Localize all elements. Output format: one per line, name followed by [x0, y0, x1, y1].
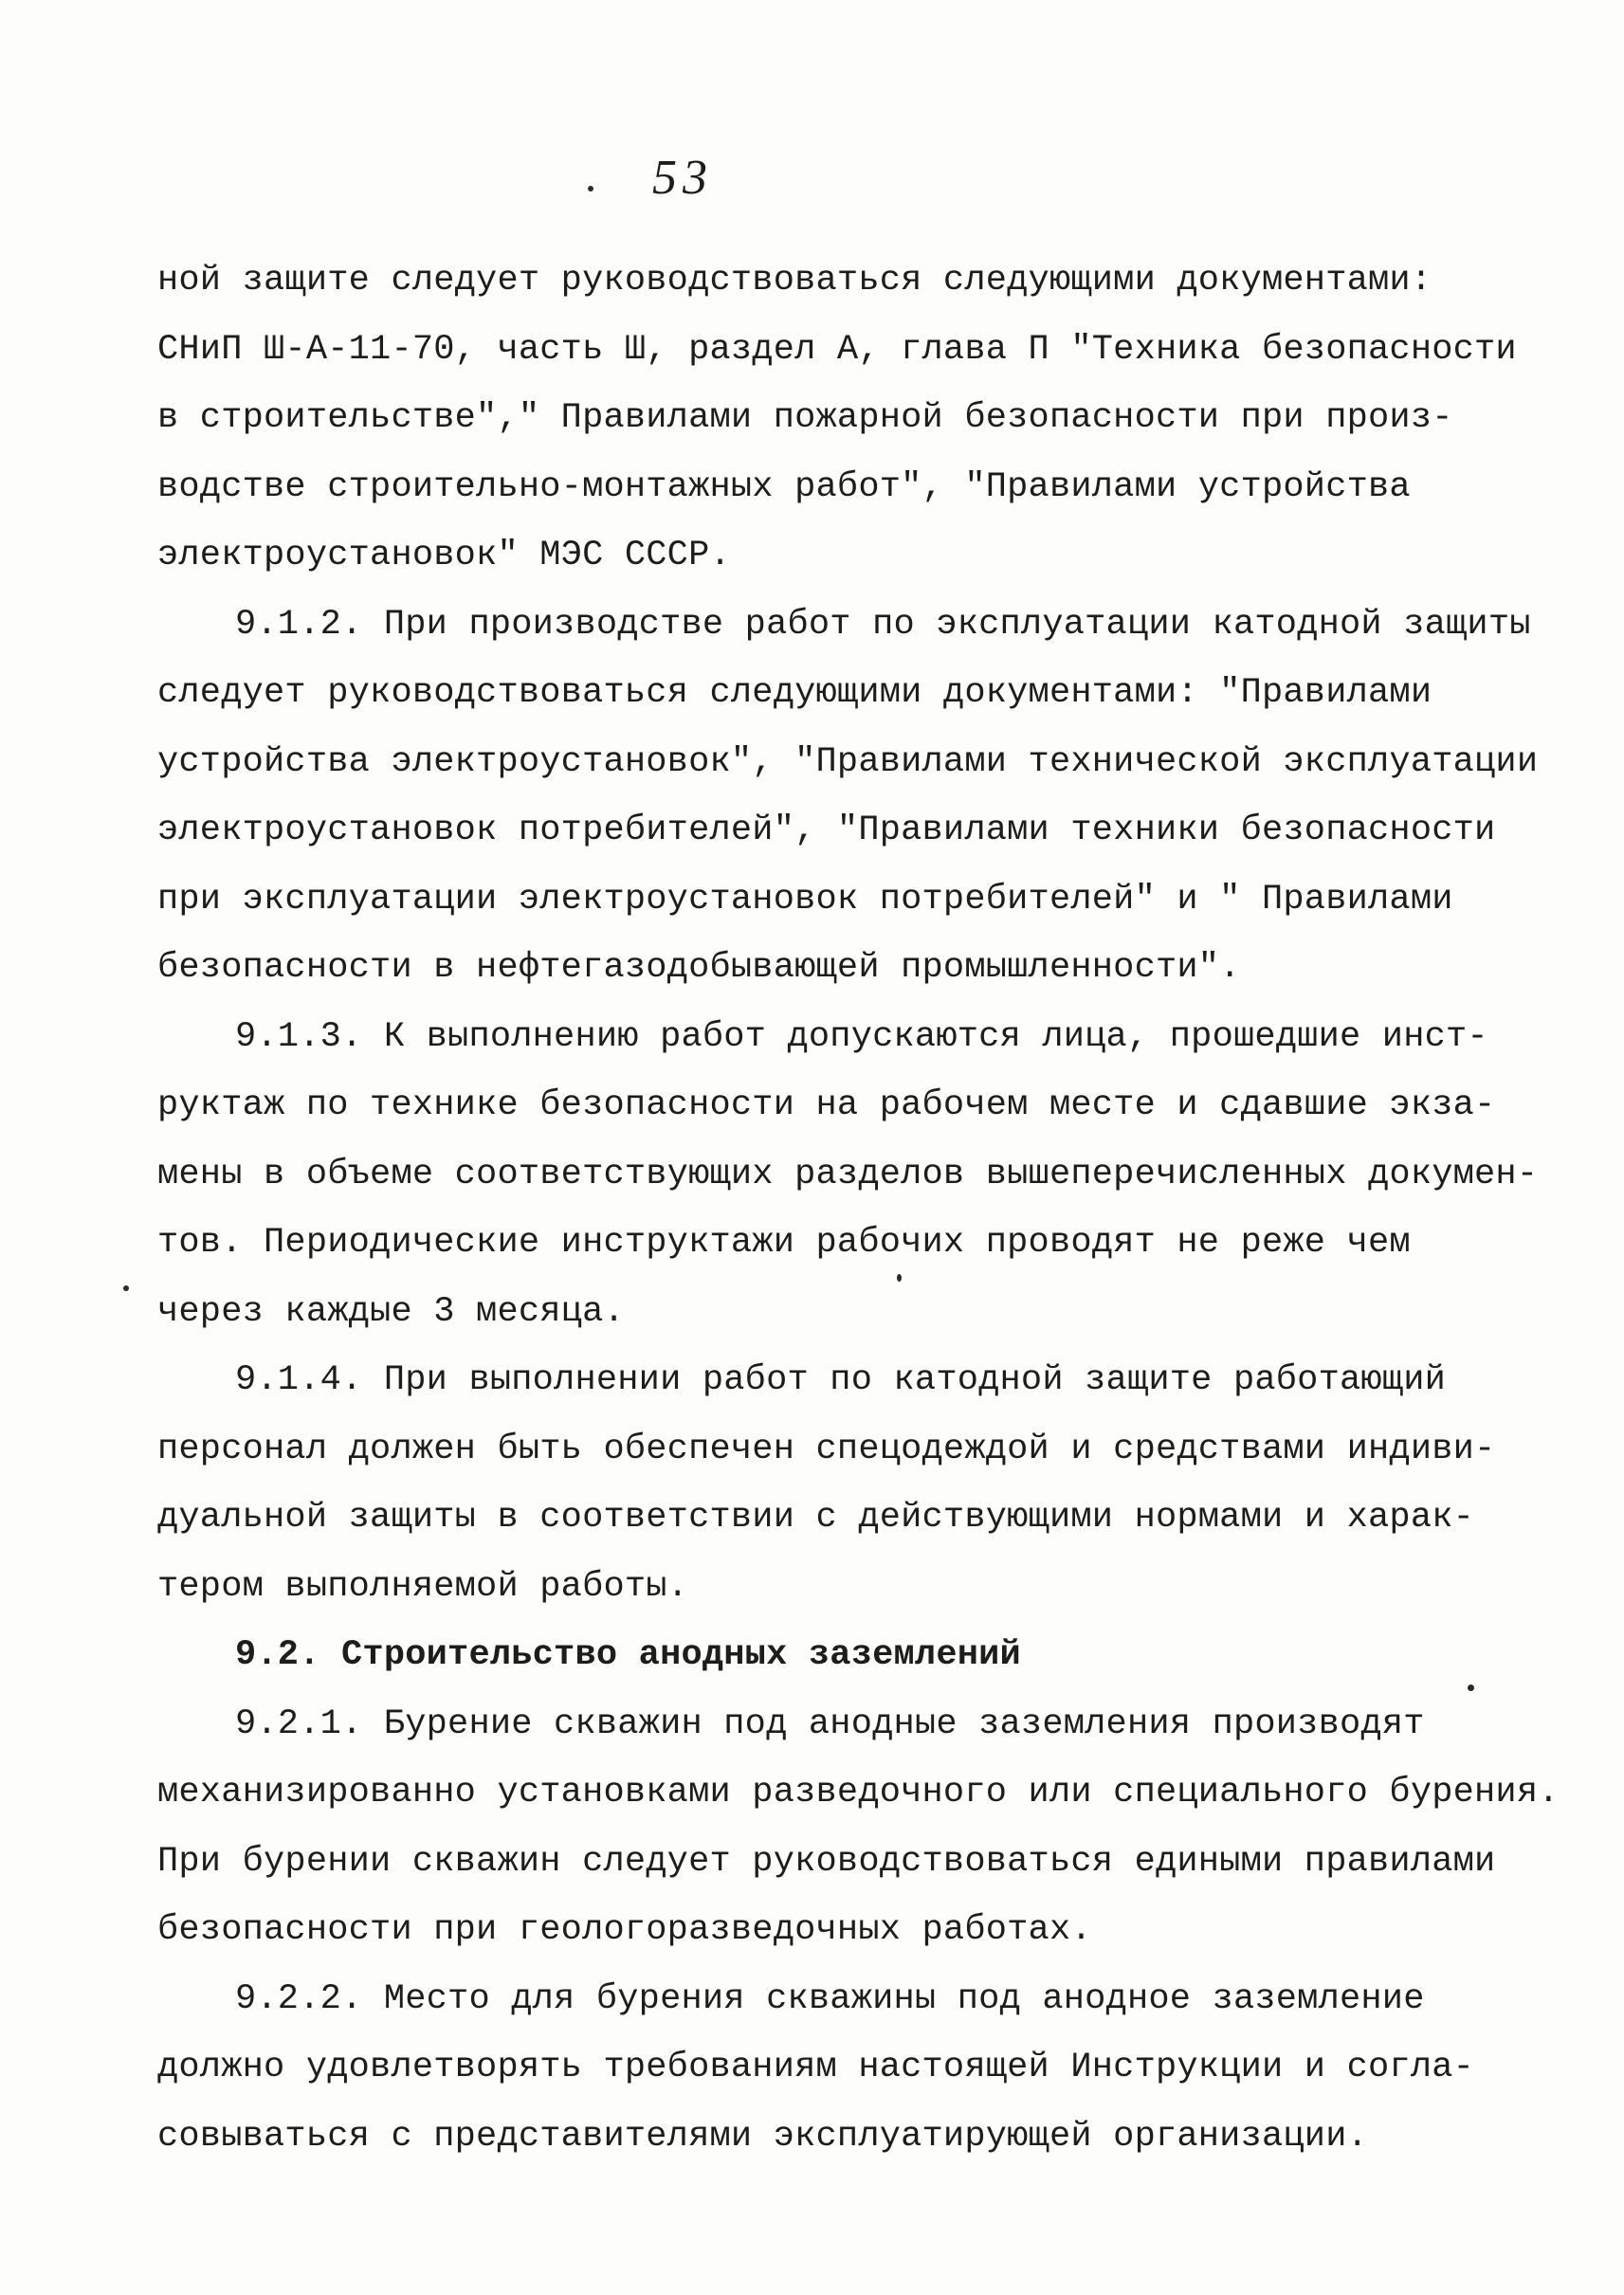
section-heading: 9.2. Строительство анодных заземлений: [235, 1635, 1021, 1675]
text-line: 9.2.1. Бурение скважин под анодные заземления производят: [235, 1703, 1425, 1744]
text-line: руктаж по технике безопасности на рабочем месте и сдавшие экза-: [157, 1085, 1496, 1125]
text-line: через каждые 3 месяца.: [157, 1291, 625, 1332]
paragraph-9-1-2: [157, 591, 1539, 1003]
text-line: водстве строительно-монтажных работ", "Правилами устройства: [157, 466, 1411, 507]
page-number: 53: [652, 151, 713, 205]
paragraph-9-2-2: [157, 1965, 1504, 2172]
text-line: электроустановок потребителей", "Правилами техники безопасности: [157, 811, 1496, 850]
text-line: дуальной защиты в соответствии с действующими нормами и харак-: [157, 1498, 1475, 1538]
text-line: 9.1.2. При производстве работ по эксплуатации катодной защиты: [235, 604, 1531, 645]
scan-speck: [588, 186, 593, 191]
text-line: ной защите следует руководствоваться следующими документами:: [157, 261, 1432, 301]
text-line: тером выполняемой работы.: [157, 1566, 689, 1607]
text-line: мены в объеме соответствующих разделов вышеперечисленных докумен-: [157, 1154, 1539, 1194]
text-line: в строительстве"," Правилами пожарной безопасности при произ-: [157, 398, 1453, 438]
text-line: механизированно установками разведочного или специального бурения.: [157, 1773, 1560, 1812]
paragraph-9-2-1: [157, 1690, 1560, 1965]
text-line: устройства электроустановок", "Правилами технической эксплуатации: [157, 741, 1539, 782]
text-line: СНиП Ш-А-11-70, часть Ш, раздел А, глава П "Техника безопасности: [157, 329, 1517, 370]
text-line: персонал должен быть обеспечен спецодеждой и средствами индиви-: [157, 1429, 1496, 1469]
text-line: 9.1.4. При выполнении работ по катодной защите работающий: [235, 1360, 1447, 1400]
text-line: тов. Периодические инструктажи рабочих проводят не реже чем: [157, 1223, 1411, 1263]
document-body: [157, 246, 1560, 2171]
text-line: следует руководствоваться следующими документами: "Правилами: [157, 673, 1432, 713]
text-line: 9.2.2. Место для бурения скважины под анодное заземление: [235, 1978, 1425, 2019]
scan-speck: [123, 1285, 129, 1291]
text-line: безопасности при геологоразведочных работах.: [157, 1910, 1092, 1950]
paragraph-9-1-3: [157, 1003, 1539, 1347]
text-line: совываться с представителями эксплуатирующей организации.: [157, 2116, 1369, 2157]
text-line: должно удовлетворять требованиям настоящей Инструкции и согла-: [157, 2048, 1475, 2087]
text-line: 9.1.3. К выполнению работ допускаются лица, прошедшие инст-: [235, 1016, 1488, 1057]
paragraph-9-1-1-continuation: [157, 246, 1517, 591]
text-line: электроустановок" МЭС СССР.: [157, 536, 731, 575]
text-line: безопасности в нефтегазодобывающей промышленности".: [157, 948, 1241, 988]
text-line: при эксплуатации электроустановок потребителей" и " Правилами: [157, 879, 1453, 920]
paragraph-9-1-4: [157, 1346, 1504, 1621]
section-heading-9-2: [157, 1621, 1504, 1690]
text-line: При бурении скважин следует руководствоваться едиными правилами: [157, 1841, 1496, 1882]
